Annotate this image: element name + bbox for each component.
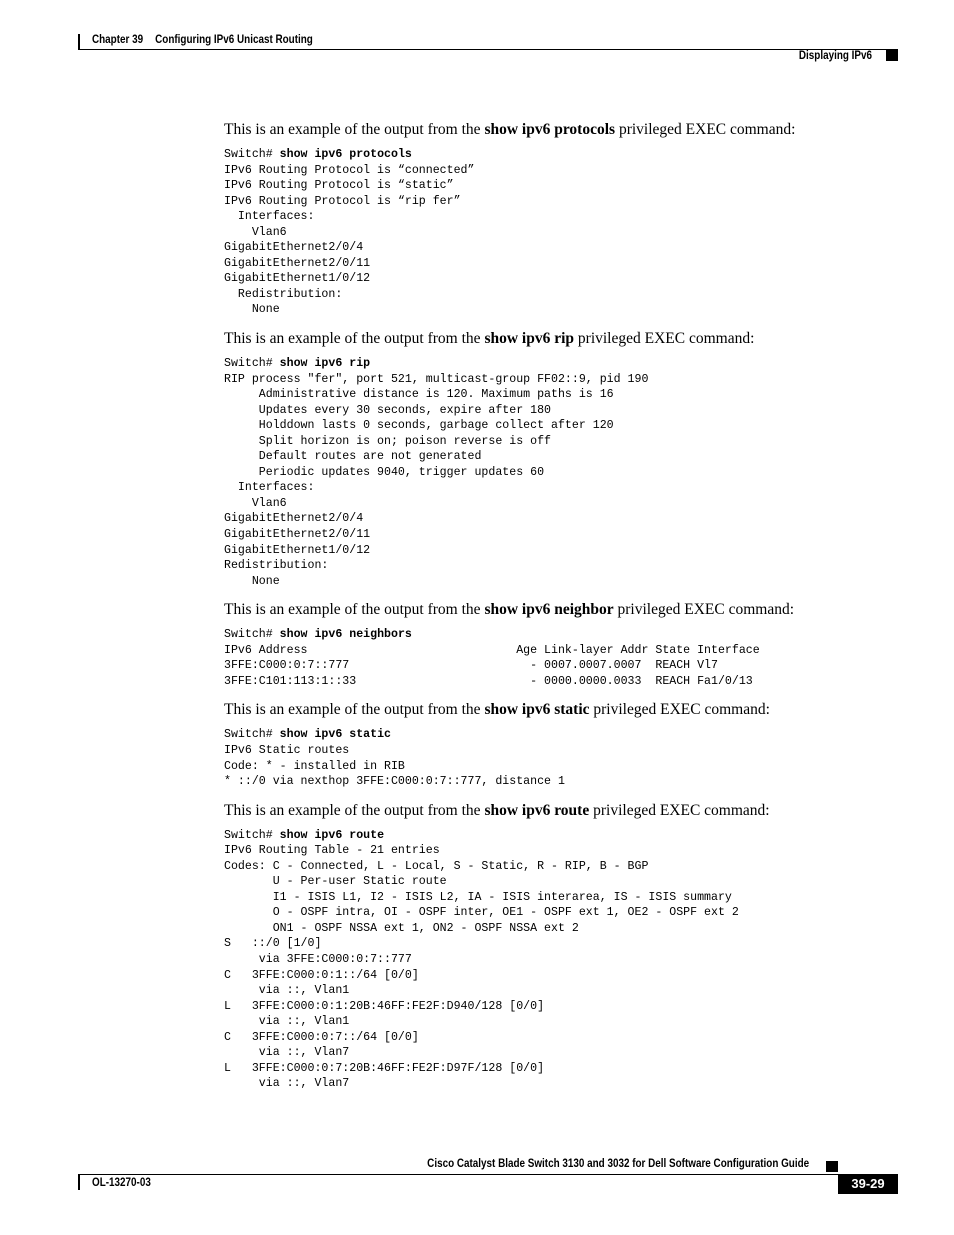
cli-command: show ipv6 protocols — [279, 148, 412, 161]
cli-output: Switch# show ipv6 neighbors IPv6 Address Age Link-layer Addr State Interface 3FFE:C000:0:7::777 - 0007.0007.0007 REACH Vl7 3FFE:C101:113:1::33 - 0000.0000.0033 REACH Fa1/0/13 — [224, 628, 760, 688]
example-neighbors — [224, 600, 864, 689]
footer-rule — [78, 1174, 838, 1175]
example-intro: This is an example of the output from the show ipv6 protocols privileged EXEC command: — [224, 121, 796, 138]
footer-rule-vertical — [78, 1174, 80, 1190]
cli-command: show ipv6 rip — [279, 357, 371, 371]
cli-output: Switch# show ipv6 protocols IPv6 Routing Protocol is “connected” IPv6 Routing Protocol is “static” IPv6 Routing Protocol is “rip fer” Interfaces: Vlan6 GigabitEthernet2/0/4 GigabitEthernet2/0/11 GigabitEthernet1/0/12 Redistribution: None — [224, 148, 475, 317]
page-body — [224, 120, 864, 1103]
example-intro: This is an example of the output from the show ipv6 static privileged EXEC command: — [224, 701, 770, 719]
example-static — [224, 700, 864, 789]
example-route — [224, 801, 864, 1092]
example-intro: This is an example of the output from the show ipv6 route privileged EXEC command: — [224, 801, 770, 819]
cli-command: show ipv6 route — [279, 828, 385, 842]
footer-marker-block — [826, 1161, 838, 1172]
cli-command: show ipv6 neighbors — [279, 628, 412, 642]
guide-title: Cisco Catalyst Blade Switch 3130 and 3032 for Dell Software Configuration Guide — [427, 1158, 809, 1170]
command-name: show ipv6 rip — [484, 330, 575, 348]
chapter-number: Chapter 39 — [92, 34, 144, 46]
running-header-chapter — [92, 34, 325, 46]
cli-output: Switch# show ipv6 static IPv6 Static routes Code: * - installed in RIB * ::/0 via nexthop 3FFE:C000:0:7::777, distance 1 — [224, 728, 565, 789]
cli-output-text: IPv6 Routing Protocol is “connected” IPv6 Routing Protocol is “static” IPv6 Routing Protocol is “rip fer” Interfaces: Vlan6 GigabitEthernet2/0/4 GigabitEthernet2/0/11 GigabitEthernet1/0/12 Redistribution: None — [224, 163, 475, 317]
command-name: show ipv6 protocols — [484, 121, 616, 138]
cli-output: Switch# show ipv6 rip RIP process "fer", port 521, multicast-group FF02::9, pid 190 Administrative distance is 120. Maximum paths is 16 Updates every 30 seconds, expire after 180 Holddown lasts 0 seconds, garbage collect after 120 Split horizon is on; poison reverse is off Default routes are not generated Periodic updates 9040, trigger updates 60 Interfaces: Vlan6 GigabitEthernet2/0/4 GigabitEthernet2/0/11 GigabitEthernet1/0/12 Redistribution: None — [224, 357, 649, 588]
cli-command: show ipv6 static — [279, 728, 391, 742]
command-name: show ipv6 static — [484, 701, 590, 719]
cli-output-text: IPv6 Address Age Link-layer Addr State Interface 3FFE:C000:0:7::777 - 0007.0007.0007 REACH Vl7 3FFE:C101:113:1::33 - 0000.0000.0033 REACH Fa1/0/13 — [224, 643, 760, 688]
command-name: show ipv6 route — [484, 801, 590, 819]
cli-output: Switch# show ipv6 route IPv6 Routing Table - 21 entries Codes: C - Connected, L - Local, S - Static, R - RIP, B - BGP U - Per-user Static route I1 - ISIS L1, I2 - ISIS L2, IA - ISIS interarea, IS - ISIS summary O - OSPF intra, OI - OSPF inter, OE1 - OSPF ext 1, OE2 - OSPF ext 2 ON1 - OSPF NSSA ext 1, ON2 - OSPF NSSA ext 2 S ::/0 [1/0] via 3FFE:C000:0:7::777 C 3FFE:C000:0:1::/64 [0/0] via ::, Vlan1 L 3FFE:C000:0:1:20B:46FF:FE2F:D940/128 [0/0] via ::, Vlan1 C 3FFE:C000:0:7::/64 [0/0] via ::, Vlan7 L 3FFE:C000:0:7:20B:46FF:FE2F:D97F/128 [0/0] via ::, Vlan7 — [224, 828, 739, 1091]
example-rip — [224, 329, 864, 589]
example-protocols — [224, 120, 864, 318]
command-name: show ipv6 neighbor — [484, 601, 614, 619]
chapter-title: Configuring IPv6 Unicast Routing — [155, 34, 313, 46]
section-title: Displaying IPv6 — [798, 50, 872, 62]
cli-output-text: IPv6 Static routes Code: * - installed in RIB * ::/0 via nexthop 3FFE:C000:0:7::777, distance 1 — [224, 743, 565, 789]
example-intro: This is an example of the output from the show ipv6 rip privileged EXEC command: — [224, 330, 755, 348]
cli-output-text: IPv6 Routing Table - 21 entries Codes: C - Connected, L - Local, S - Static, R - RIP, B - BGP U - Per-user Static route I1 - ISIS L1, I2 - ISIS L2, IA - ISIS interarea, IS - ISIS summary O - OSPF intra, OI - OSPF inter, OE1 - OSPF ext 1, OE2 - OSPF ext 2 ON1 - OSPF NSSA ext 1, ON2 - OSPF NSSA ext 2 S ::/0 [1/0] via 3FFE:C000:0:7::777 C 3FFE:C000:0:1::/64 [0/0] via ::, Vlan1 L 3FFE:C000:0:1:20B:46FF:FE2F:D940/128 [0/0] via ::, Vlan1 C 3FFE:C000:0:7::/64 [0/0] via ::, Vlan7 L 3FFE:C000:0:7:20B:46FF:FE2F:D97F/128 [0/0] via ::, Vlan7 — [224, 844, 739, 1091]
header-rule-vertical — [78, 34, 80, 50]
cli-output-text: RIP process "fer", port 521, multicast-group FF02::9, pid 190 Administrative distance is 120. Maximum paths is 16 Updates every 30 seconds, expire after 180 Holddown lasts 0 seconds, garbage collect after 120 Split horizon is on; poison reverse is off Default routes are not generated Periodic updates 9040, trigger updates 60 Interfaces: Vlan6 GigabitEthernet2/0/4 GigabitEthernet2/0/11 GigabitEthernet1/0/12 Redistribution: None — [224, 372, 649, 588]
header-marker-block — [886, 50, 898, 61]
document-number: OL-13270-03 — [92, 1177, 151, 1189]
example-intro: This is an example of the output from the show ipv6 neighbor privileged EXEC command: — [224, 601, 795, 619]
page-number: 39-29 — [838, 1174, 898, 1194]
header-rule — [78, 49, 898, 50]
